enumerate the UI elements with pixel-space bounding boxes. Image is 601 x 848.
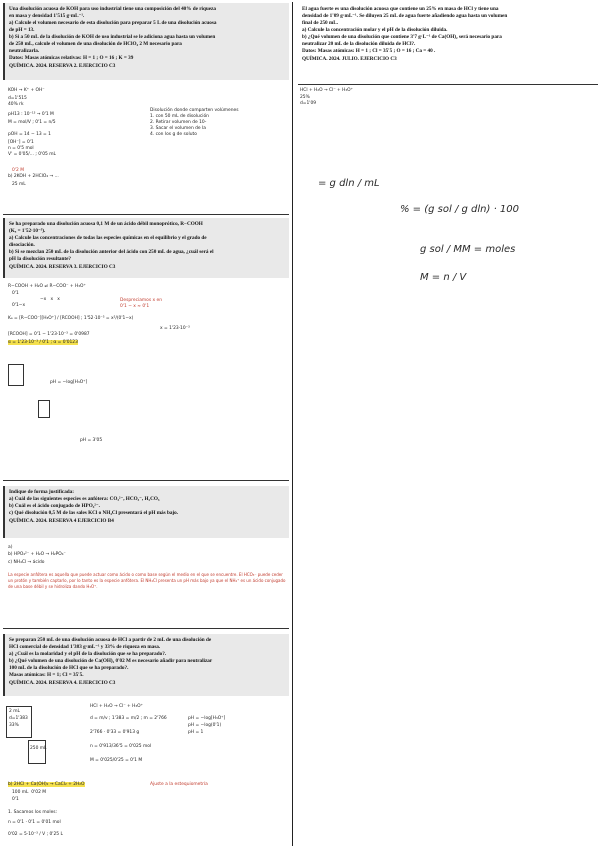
handwritten-note: 0'1 <box>12 291 19 296</box>
q4-line: b) ¿Qué volumen de una disolución de Ca(OH)₂ 0'02 M es necesario añadir para neutralizar <box>9 658 213 664</box>
q1-line: de 250 mL, calcule el volumen de una disolución de HClO₄ 2 M necesario para <box>9 41 182 47</box>
q1-line: Datos: Masas atómicas relativas: H = 1 ; O = 16 ; K = 39 <box>9 55 134 61</box>
handwritten-note: M = mol/V ; 0'1 = n/5 <box>8 120 56 125</box>
handwritten-note: pOH = 14 − 13 = 1 <box>8 132 51 137</box>
handwritten-note: HCl + H₂O → Cl⁻ + H₃O⁺ <box>300 88 353 93</box>
q5-line: a) Calcule la concentración molar y el pH de la disolución diluida. <box>302 27 448 33</box>
handwritten-side-note: 1. con 50 mL de disolución <box>150 114 209 119</box>
handwritten-box <box>28 740 46 764</box>
handwritten-note: 100 mL 0'02 M <box>12 790 47 795</box>
handwritten-note: M = 0'025/0'25 = 0'1 M <box>90 758 143 763</box>
handwritten-note: b) 2KOH + 2HClO₄ → ... <box>8 174 59 179</box>
q4-line: Masas atómicas: H = 1; Cl = 35'5. <box>9 672 84 678</box>
q3-line: a) Cuál de las siguientes especies es anfótera: CO₃²⁻, HCO₃⁻, H₂CO₃ <box>9 496 160 502</box>
q2-line: a) Calcule las concentraciones de todas las especies químicas en el equilibrio y el grado de <box>9 235 207 241</box>
handwritten-note: 2 mL <box>9 709 20 714</box>
handwritten-box <box>38 400 50 418</box>
handwritten-formula: = g dln / mL <box>318 178 380 189</box>
column-divider <box>292 2 293 846</box>
handwritten-red-note: Despreciamos x en <box>120 298 163 303</box>
handwritten-formula: g sol / MM = moles <box>420 244 516 255</box>
q3-line: c) Qué disolución 0,5 M de las sales KCl o NH₄Cl presentará el pH más bajo. <box>9 510 179 516</box>
handwritten-side-note: 2. Retirar volumen de 10- <box>150 120 207 125</box>
handwritten-note: V' = 0'05/... ; 0'05 mL <box>8 152 56 157</box>
separator <box>3 480 289 481</box>
q5-line: El agua fuerte es una disolución acuosa que contiene un 25% en masa de HCl y tiene una <box>302 6 499 12</box>
handwritten-side-note: 3. Sacar el volumen de la <box>150 126 206 131</box>
handwritten-side-note: 4. con los g de soluto <box>150 132 197 137</box>
question-2-box <box>3 218 289 278</box>
question-1-box <box>3 3 289 80</box>
handwritten-note: n = 0'5 mol <box>8 146 34 151</box>
handwritten-note: pH = −log(0'1) <box>188 723 222 728</box>
handwritten-note: 25% <box>300 95 310 100</box>
separator <box>298 84 598 85</box>
handwritten-note: R−COOH + H₂O ⇌ R−COO⁻ + H₃O⁺ <box>8 284 86 289</box>
handwritten-formula: % = (g sol / g dln) · 100 <box>400 204 520 215</box>
handwritten-red-note: Ajuste a la estequiometría <box>150 782 208 787</box>
q1-source: QUÍMICA. 2024. RESERVA 2. EJERCICIO C3 <box>9 63 116 69</box>
handwritten-note: pH = 3'05 <box>80 438 103 443</box>
q5-line: densidad de 1'09 g·mL⁻¹. Se diluyen 25 mL de agua fuerte añadiendo agua hasta un volumen <box>302 13 508 19</box>
q4-line: Se preparan 250 mL de una disolución acuosa de HCl a partir de 2 mL de una disolución de <box>9 637 212 643</box>
q5-line: Datos: Masas atómicas: H = 1 ; Cl = 35'5 ; O = 16 ; Ca = 40 . <box>302 48 436 54</box>
handwritten-note: 1. Sacamos los moles: <box>8 810 58 815</box>
q1-line: en masa y densidad 1'515 g·mL⁻¹. <box>9 13 85 19</box>
handwritten-formula: M = n / V <box>420 272 467 283</box>
q2-line: disociación. <box>9 242 35 248</box>
handwritten-note: d=1'515 <box>8 96 27 101</box>
q5-line: b) ¿Qué volumen de una disolución que contiene 3'7 g·L⁻¹ de Ca(OH)₂ será necesario para <box>302 34 502 40</box>
handwritten-red-note: 0'1 − x ≈ 0'1 <box>120 304 150 309</box>
q1-line: Una disolución acuosa de KOH para uso industrial tiene una composición del 40% de riqueza <box>9 6 216 12</box>
handwritten-note: KOH → K⁺ + OH⁻ <box>8 88 45 93</box>
handwritten-box <box>8 364 24 386</box>
q3-source: QUÍMICA. 2024. RESERVA 4 EJERCICIO B4 <box>9 518 114 524</box>
handwritten-note: d=1'383 <box>9 716 28 721</box>
handwritten-red-paragraph: La especie anfótera es aquella que puede actuar como ácido o como base según el medio en el que se encuentre. El HCO₃⁻ puede ceder un protón y también captarlo, por lo tanto es la especie anfótera. El NH₄Cl presenta un pH más bajo ya que el NH₄⁺ es un ácido conjugado de una base débil y se hidroliza dando H₃O⁺. <box>8 572 286 589</box>
q2-line: Se ha preparado una disolución acuosa 0,1 M de un ácido débil monoprótico, R−COOH <box>9 221 203 227</box>
highlighted-reaction: b) 2HCl + Ca(OH)₂ → CaCl₂ + 2H₂O <box>8 782 85 787</box>
q2-line: b) Si se mezclan 250 mL de la disolución anterior del ácido con 250 mL de agua, ¿cuál será el <box>9 249 214 255</box>
handwritten-note <box>8 782 85 788</box>
handwritten-note: d=1'09 <box>300 101 317 106</box>
q4-line: HCl comercial de densidad 1'383 g·mL⁻¹ y 33% de riqueza en masa. <box>9 644 161 650</box>
handwritten-note: n = 0'1 · 0'1 = 0'01 mol <box>8 820 61 825</box>
q4-line: a) ¿Cuál es la molaridad y el pH de la disolución que se ha preparado?. <box>9 651 167 657</box>
q3-line: Indique de forma justificada: <box>9 489 74 495</box>
q1-line: a) Calcule el volumen necesario de esta disolución para preparar 5 L de una disolución acuosa <box>9 20 217 26</box>
q5-line: neutralizar 20 mL de la disolución diluida de HCl?. <box>302 41 416 47</box>
handwritten-note: 0'1 <box>12 797 19 802</box>
q3-line: b) Cuál es el ácido conjugado de HPO₄²⁻. <box>9 503 100 509</box>
handwritten-note: pH13 : 10⁻¹³ → 0'1 M <box>8 112 54 117</box>
handwritten-note: 33% <box>9 723 19 728</box>
handwritten-note: 25 mL <box>12 182 26 187</box>
separator <box>3 214 289 215</box>
handwritten-note: 2'766 · 0'33 = 0'913 g <box>90 730 140 735</box>
handwritten-note: d = m/v ; 1'383 = m/2 ; m = 2'766 <box>90 716 167 721</box>
handwritten-note: [OH⁻] = 0'1 <box>8 140 34 145</box>
handwritten-note <box>8 340 78 346</box>
question-3-box <box>3 486 289 538</box>
question-5-box <box>298 3 598 81</box>
q4-source: QUÍMICA. 2024. RESERVA 4. EJERCICIO C3 <box>9 680 116 686</box>
q2-source: QUÍMICA. 2024. RESERVA 3. EJERCICIO C3 <box>9 264 116 270</box>
handwritten-note: n = 0'913/36'5 = 0'025 mol <box>90 744 152 749</box>
handwritten-note: pH = −log[H₃O⁺] <box>188 716 226 721</box>
q1-line: de pH = 13. <box>9 27 35 33</box>
q5-line: final de 250 mL. <box>302 20 339 26</box>
handwritten-note: 0'2 M <box>12 168 24 173</box>
handwritten-note: x = 1'23·10⁻³ <box>160 326 190 331</box>
handwritten-note: 0'1−x <box>12 303 26 308</box>
q2-line: (Kₐ = 1'52·10⁻⁵). <box>9 228 46 234</box>
handwritten-note: pH = 1 <box>188 730 204 735</box>
q2-line: pH la disolución resultante? <box>9 256 72 262</box>
q5-source: QUÍMICA. 2024. JULIO. EJERCICIO C3 <box>302 56 397 62</box>
handwritten-note: Kₐ = [R−COO⁻][H₃O⁺] / [RCOOH] ; 1'52·10⁻⁵ = x²/(0'1−x) <box>8 316 134 321</box>
handwritten-note: −x x x <box>40 297 60 302</box>
question-4-box <box>3 634 289 696</box>
q1-line: neutralizarla. <box>9 48 40 54</box>
q1-line: b) Si a 50 mL de la disolución de KOH de uso industrial se le adiciona agua hasta un volumen <box>9 34 216 40</box>
handwritten-note: c) NH₄Cl → ácido <box>8 560 45 565</box>
handwritten-note: 0'02 = 5·10⁻³ / V ; 0'25 L <box>8 832 63 837</box>
handwritten-side-note: Disolución donde comparten volúmenes <box>150 108 239 113</box>
q4-line: 100 mL de la disolución de HCl que se ha preparado?. <box>9 665 129 671</box>
handwritten-note: pH = −log[H₃O⁺] <box>50 380 88 385</box>
handwritten-note: HCl + H₂O → Cl⁻ + H₃O⁺ <box>90 704 143 709</box>
handwritten-note: b) HPO₄²⁻ + H₂O → H₂PO₄⁻ <box>8 552 66 557</box>
separator <box>3 628 289 629</box>
highlighted-alpha: α = 1'23·10⁻³ / 0'1 ; α = 0'0123 <box>8 340 78 345</box>
handwritten-note: 250 mL <box>30 746 47 751</box>
handwritten-note: 40% rk <box>8 102 24 107</box>
handwritten-note: [RCOOH] = 0'1 − 1'23·10⁻³ = 0'0987 <box>8 332 90 337</box>
handwritten-note: a) <box>8 545 13 550</box>
